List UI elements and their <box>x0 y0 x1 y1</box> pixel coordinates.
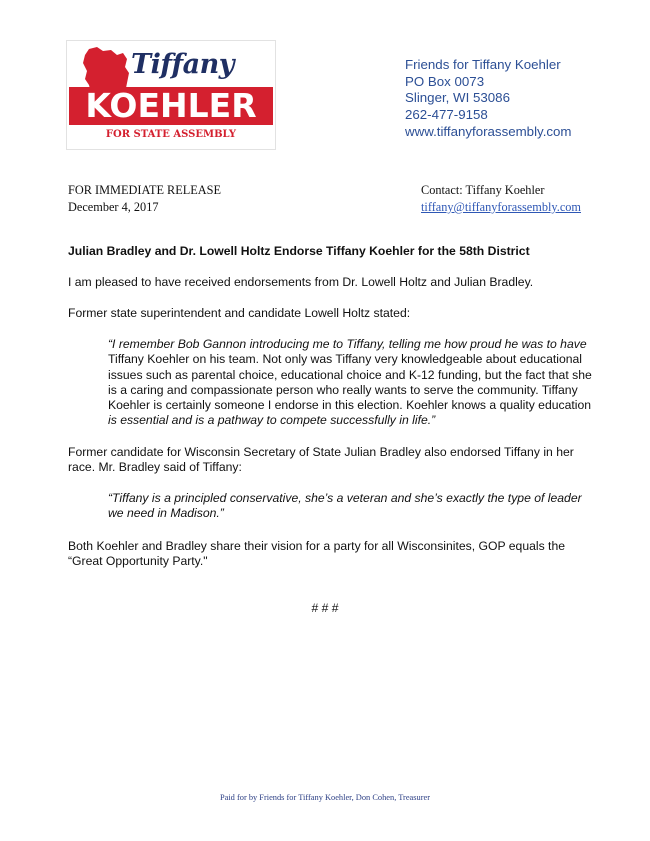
logo-script-name: Tiffany <box>131 49 234 80</box>
contact-meta <box>421 182 581 216</box>
campaign-logo <box>66 40 276 150</box>
paragraph-1: I am pleased to have received endorsements from Dr. Lowell Holtz and Julian Bradley. <box>68 275 534 289</box>
address-po-box: PO Box 0073 <box>405 73 485 89</box>
campaign-address <box>405 57 572 141</box>
holtz-quote-body: Tiffany Koehler on his team. Not only was Tiffany very knowledgeable about educational issues such as parental choice, educational choice and K-12 funding, but the fact that she is a caring and compassionate person who really wants to serve the community. Tiffany Koehler is certainly someone I endorse in this election. Koehler knows a quality education <box>108 352 592 413</box>
address-website[interactable]: www.tiffanyforassembly.com <box>405 123 572 139</box>
release-date: December 4, 2017 <box>68 200 159 214</box>
paragraph-2: Former state superintendent and candidate Lowell Holtz stated: <box>68 306 411 320</box>
contact-email-link[interactable]: tiffany@tiffanyforassembly.com <box>421 200 581 214</box>
headline: Julian Bradley and Dr. Lowell Holtz Endorse Tiffany Koehler for the 58th District <box>68 244 530 258</box>
holtz-quote-end: is essential and is a pathway to compete successfully in life.” <box>108 413 436 428</box>
address-org: Friends for Tiffany Koehler <box>405 57 561 72</box>
holtz-quote-line-1: “I remember Bob Gannon introducing me to Tiffany, telling me how proud he was to have <box>108 337 587 351</box>
paragraph-3: Former candidate for Wisconsin Secretary of State Julian Bradley also endorsed Tiffany in her race. Mr. Bradley said of Tiffany: <box>68 445 574 475</box>
paid-for-footer: Paid for by Friends for Tiffany Koehler, Don Cohen, Treasurer <box>219 793 431 802</box>
paragraph-4: Both Koehler and Bradley share their vision for a party for all Wisconsinites, GOP equals the “Great Opportunity Party." <box>68 539 566 569</box>
contact-name: Contact: Tiffany Koehler <box>421 183 545 197</box>
release-label: FOR IMMEDIATE RELEASE <box>68 183 222 197</box>
address-city: Slinger, WI 53086 <box>405 90 510 106</box>
logo-office: FOR STATE ASSEMBLY <box>105 129 237 140</box>
bradley-quote: “Tiffany is a principled conservative, she’s a veteran and she’s exactly the type of leader we need in Madison.” <box>108 491 582 521</box>
release-meta <box>68 182 221 216</box>
holtz-quote <box>108 337 593 429</box>
logo-surname: KOEHLER <box>85 86 257 125</box>
address-phone: 262-477-9158 <box>405 107 488 123</box>
end-mark: # # # <box>311 601 339 615</box>
